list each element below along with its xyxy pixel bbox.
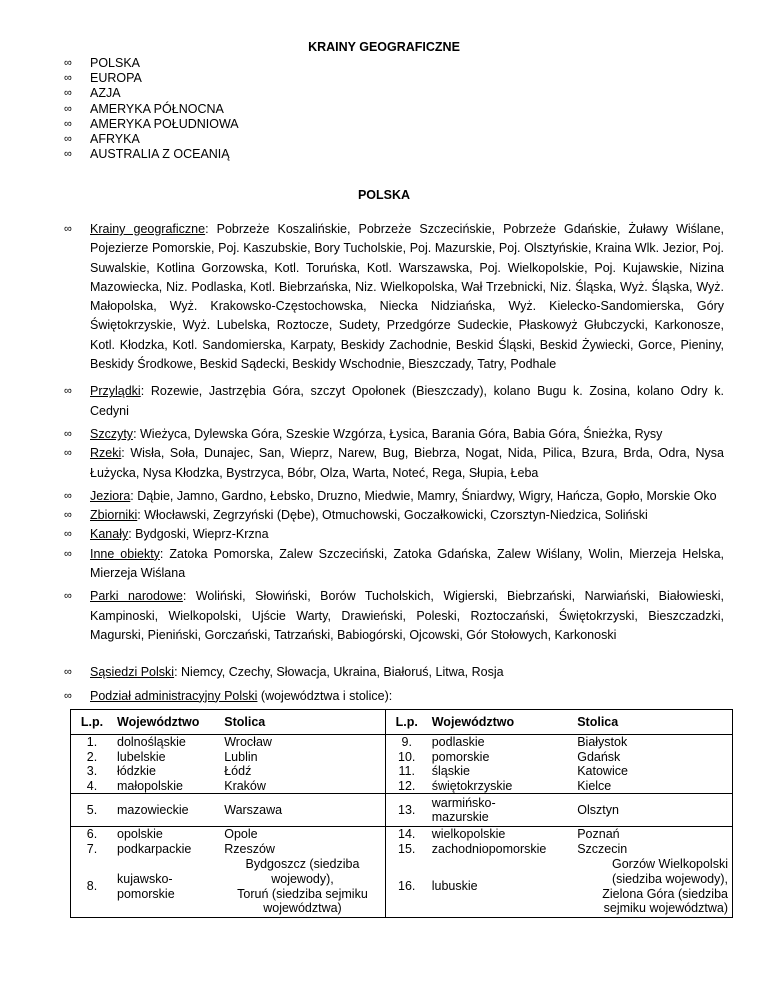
- table-cell: Białystok: [577, 735, 628, 749]
- table-cell: lubuskie: [431, 879, 478, 894]
- infinity-bullet-icon: ∞: [64, 547, 72, 560]
- table-cell: 5.: [71, 794, 114, 827]
- toc-item-label: AMERYKA PÓŁNOCNA: [90, 101, 224, 116]
- table-cell: 11.: [385, 764, 428, 779]
- infinity-bullet-icon: ∞: [64, 117, 72, 130]
- administrative-division-table: [70, 709, 733, 918]
- table-cell: łódzkie: [117, 764, 156, 779]
- table-cell: Gdańsk: [577, 749, 621, 764]
- infinity-bullet-icon: ∞: [64, 87, 72, 100]
- fact-label: Inne obiekty: [90, 546, 160, 561]
- toc-item: [64, 147, 239, 162]
- toc-item-label: AMERYKA POŁUDNIOWA: [90, 116, 239, 131]
- table-row: [71, 842, 733, 857]
- table-cell: Olsztyn: [573, 794, 732, 827]
- table-cell: 8.: [86, 879, 98, 894]
- table-header-row: [71, 710, 733, 735]
- toc-item: [64, 102, 239, 117]
- fact-item: [64, 587, 724, 645]
- fact-label: Zbiorniki: [90, 508, 138, 523]
- infinity-bullet-icon: ∞: [64, 489, 72, 502]
- column-header: Stolica: [573, 710, 732, 735]
- fact-text: : Zatoka Pomorska, Zalew Szczeciński, Zatoka Gdańska, Zalew Wiślany, Wolin, Mierzeja Helska, Mierzeja Wiślana: [90, 546, 724, 581]
- fact-label: Przylądki: [90, 384, 141, 399]
- toc-item-label: POLSKA: [90, 56, 141, 70]
- fact-item: [64, 687, 724, 706]
- table-row: [71, 764, 733, 779]
- table-cell: opolskie: [113, 827, 220, 842]
- toc-item: [64, 71, 239, 86]
- table-cell: Katowice: [577, 764, 628, 779]
- table-cell: podlaskie: [431, 735, 485, 749]
- table-cell: zachodniopomorskie: [431, 841, 547, 856]
- fact-text: : Wisła, Soła, Dunajec, San, Wieprz, Narew, Bug, Biebrza, Nogat, Nida, Pilica, Bzura, Brda, Odra, Nysa Łużycka, Nysa Kłodzka, Bystrzyca, Bóbr, Olza, Warta, Noteć, Rega, Słupia, Łeba: [90, 446, 724, 480]
- table-cell: kujawsko- pomorskie: [117, 871, 175, 901]
- table-cell: 16.: [385, 857, 428, 918]
- fact-item: [64, 525, 724, 544]
- table-cell: 15.: [385, 842, 428, 857]
- fact-item: [64, 425, 724, 444]
- toc-item-label: EUROPA: [90, 71, 142, 86]
- table-cell: Szczecin: [577, 841, 628, 856]
- table-cell: 7.: [86, 841, 98, 856]
- toc-item-label: AZJA: [90, 86, 121, 101]
- infinity-bullet-icon: ∞: [64, 57, 72, 69]
- table-cell: 3.: [86, 764, 98, 779]
- table-cell: małopolskie: [117, 778, 184, 793]
- fact-text: : Włocławski, Zegrzyński (Dębe), Otmuchowski, Goczałkowicki, Czorsztyn-Niedzica, Soliński: [137, 508, 648, 523]
- toc-item: [64, 56, 239, 71]
- table-cell: podkarpackie: [117, 841, 192, 856]
- table-cell: Wrocław: [224, 735, 272, 749]
- table-cell: wielkopolskie: [428, 827, 573, 842]
- table-cell: Bydgoszcz (siedziba wojewody), Toruń (siedziba sejmiku województwa): [237, 857, 368, 916]
- table-cell: świętokrzyskie: [431, 778, 513, 793]
- infinity-bullet-icon: ∞: [64, 102, 72, 115]
- infinity-bullet-icon: ∞: [64, 509, 72, 522]
- column-header: Województwo: [428, 710, 573, 735]
- fact-item: [64, 506, 724, 525]
- fact-text: : Bydgoski, Wieprz-Krzna: [128, 527, 269, 542]
- fact-item: [64, 487, 724, 506]
- table-cell: 6.: [71, 827, 114, 842]
- infinity-bullet-icon: ∞: [64, 148, 72, 161]
- fact-item: [64, 220, 724, 374]
- infinity-bullet-icon: ∞: [64, 132, 72, 145]
- infinity-bullet-icon: ∞: [64, 666, 72, 679]
- table-cell: 2.: [86, 749, 98, 764]
- facts-list: [64, 220, 724, 706]
- fact-text: : Pobrzeże Koszalińskie, Pobrzeże Szczecińskie, Pobrzeże Gdańskie, Żuławy Wiślane, Pojezierze Pomorskie, Poj. Kaszubskie, Bory Tucholskie, Poj. Mazurskie, Poj. Olsztyńskie, Kraina Wlk. Jezior, Poj. Suwalskie, Kotlina Gorzowska, Kotl. Toruńska, Kotl. Warszawska, Poj. Wielkopolskie, Poj. Kujawskie, Nizina Mazowiecka, Niz. Podlaska, Kotl. Biebrzańska, Niz. Wielkopolska, Wał Trzebnicki, Niz. Śląska, Wyż. Śląska, Wyż. Małopolska, Wyż. Krakowsko-Częstochowska, Niecka Nidziańska, Wyż. Kielecko-Sandomierska, Góry Świętokrzyskie, Wyż. Lubelska, Roztocze, Sudety, Przedgórze Sudeckie, Płaskowyż Głubczycki, Karkonosze, Kotl. Kłodzka, Kotl. Sandomierska, Karpaty, Beskidy Zachodnie, Beskid Śląski, Beskid Żywiecki, Gorce, Pieniny, Beskidy Środkowe, Beskid Sądecki, Beskidy Wschodnie, Bieszczady, Tatry, Podhale: [90, 222, 724, 372]
- toc-item-label: AUSTRALIA Z OCEANIĄ: [90, 147, 230, 162]
- fact-label: Krainy geograficzne: [90, 222, 206, 236]
- table-cell: Kielce: [577, 778, 612, 793]
- fact-label: Kanały: [90, 527, 129, 542]
- table-cell: Gorzów Wielkopolski (siedziba wojewody), Zielona Góra (siedziba sejmiku województwa): [602, 857, 728, 916]
- table-cell: Opole: [220, 827, 385, 842]
- table-cell: 10.: [385, 750, 428, 765]
- section-title: POLSKA: [357, 188, 411, 202]
- table-cell: Warszawa: [220, 794, 385, 827]
- infinity-bullet-icon: ∞: [64, 590, 72, 603]
- fact-text: : Niemcy, Czechy, Słowacja, Ukraina, Białoruś, Litwa, Rosja: [174, 665, 504, 680]
- table-cell: 1.: [86, 735, 98, 749]
- fact-text: : Wieżyca, Dylewska Góra, Szeskie Wzgórza, Łysica, Barania Góra, Babia Góra, Śnieżka, Rysy: [133, 426, 663, 441]
- infinity-bullet-icon: ∞: [64, 689, 72, 702]
- table-cell: śląskie: [431, 764, 470, 779]
- infinity-bullet-icon: ∞: [64, 72, 72, 85]
- fact-item: [64, 663, 724, 682]
- table-cell: Poznań: [573, 827, 732, 842]
- table-cell: warmińsko- mazurskie: [428, 794, 573, 827]
- table-cell: pomorskie: [431, 749, 490, 764]
- table-cell: 13.: [385, 794, 428, 827]
- fact-label: Podział administracyjny Polski: [90, 688, 258, 703]
- fact-text: (województwa i stolice):: [257, 688, 393, 703]
- table-cell: 14.: [385, 827, 428, 842]
- table-row: [71, 857, 733, 918]
- infinity-bullet-icon: ∞: [64, 427, 72, 440]
- toc-item: [64, 132, 239, 147]
- infinity-bullet-icon: ∞: [64, 528, 72, 541]
- fact-item: [64, 444, 724, 483]
- table-cell: Rzeszów: [224, 841, 275, 856]
- fact-item: [64, 382, 724, 421]
- fact-text: : Dąbie, Jamno, Gardno, Łebsko, Druzno, Miedwie, Mamry, Śniardwy, Wigry, Hańcza, Gopło, Morskie Oko: [130, 488, 717, 503]
- infinity-bullet-icon: ∞: [64, 447, 72, 460]
- table-cell: Łódź: [224, 764, 252, 779]
- toc-item: [64, 86, 239, 101]
- infinity-bullet-icon: ∞: [64, 385, 72, 398]
- column-header: Stolica: [220, 710, 385, 735]
- fact-item: [64, 545, 724, 584]
- table-row: [71, 794, 733, 827]
- column-header: L.p.: [385, 710, 428, 735]
- table-row: [71, 779, 733, 794]
- table-cell: Kraków: [224, 778, 266, 793]
- fact-label: Sąsiedzi Polski: [90, 665, 175, 680]
- column-header: Województwo: [113, 710, 220, 735]
- table-of-contents: [64, 56, 239, 162]
- fact-label: Jeziora: [90, 488, 131, 503]
- table-cell: dolnośląskie: [117, 735, 186, 749]
- infinity-bullet-icon: ∞: [64, 223, 72, 235]
- fact-label: Szczyty: [90, 426, 134, 441]
- fact-text: : Rozewie, Jastrzębia Góra, szczyt Opołonek (Bieszczady), kolano Bugu k. Zosina, kolano Odry k. Cedyni: [90, 384, 724, 418]
- table-row: [71, 735, 733, 750]
- table-row: [71, 827, 733, 842]
- table-row: [71, 750, 733, 765]
- page-title: KRAINY GEOGRAFICZNE: [308, 40, 460, 54]
- fact-label: Parki narodowe: [90, 589, 183, 604]
- table-cell: mazowieckie: [113, 794, 220, 827]
- table-cell: 4.: [86, 778, 98, 793]
- fact-text: : Woliński, Słowiński, Borów Tucholskich, Wigierski, Biebrzański, Narwiański, Białowieski, Kampinoski, Wielkopolski, Ujście Warty, Drawieński, Poleski, Roztoczański, Świętokrzyski, Bieszczadzki, Magurski, Pieniński, Gorczański, Tatrzański, Babiogórski, Ojcowski, Gór Stołowych, Karkonoski: [90, 589, 724, 642]
- toc-item: [64, 117, 239, 132]
- table-cell: Lublin: [224, 749, 258, 764]
- toc-item-label: AFRYKA: [90, 131, 140, 146]
- table-cell: 9.: [385, 735, 428, 750]
- fact-label: Rzeki: [90, 446, 122, 461]
- table-cell: lubelskie: [117, 749, 166, 764]
- column-header: L.p.: [71, 710, 114, 735]
- table-cell: 12.: [385, 779, 428, 794]
